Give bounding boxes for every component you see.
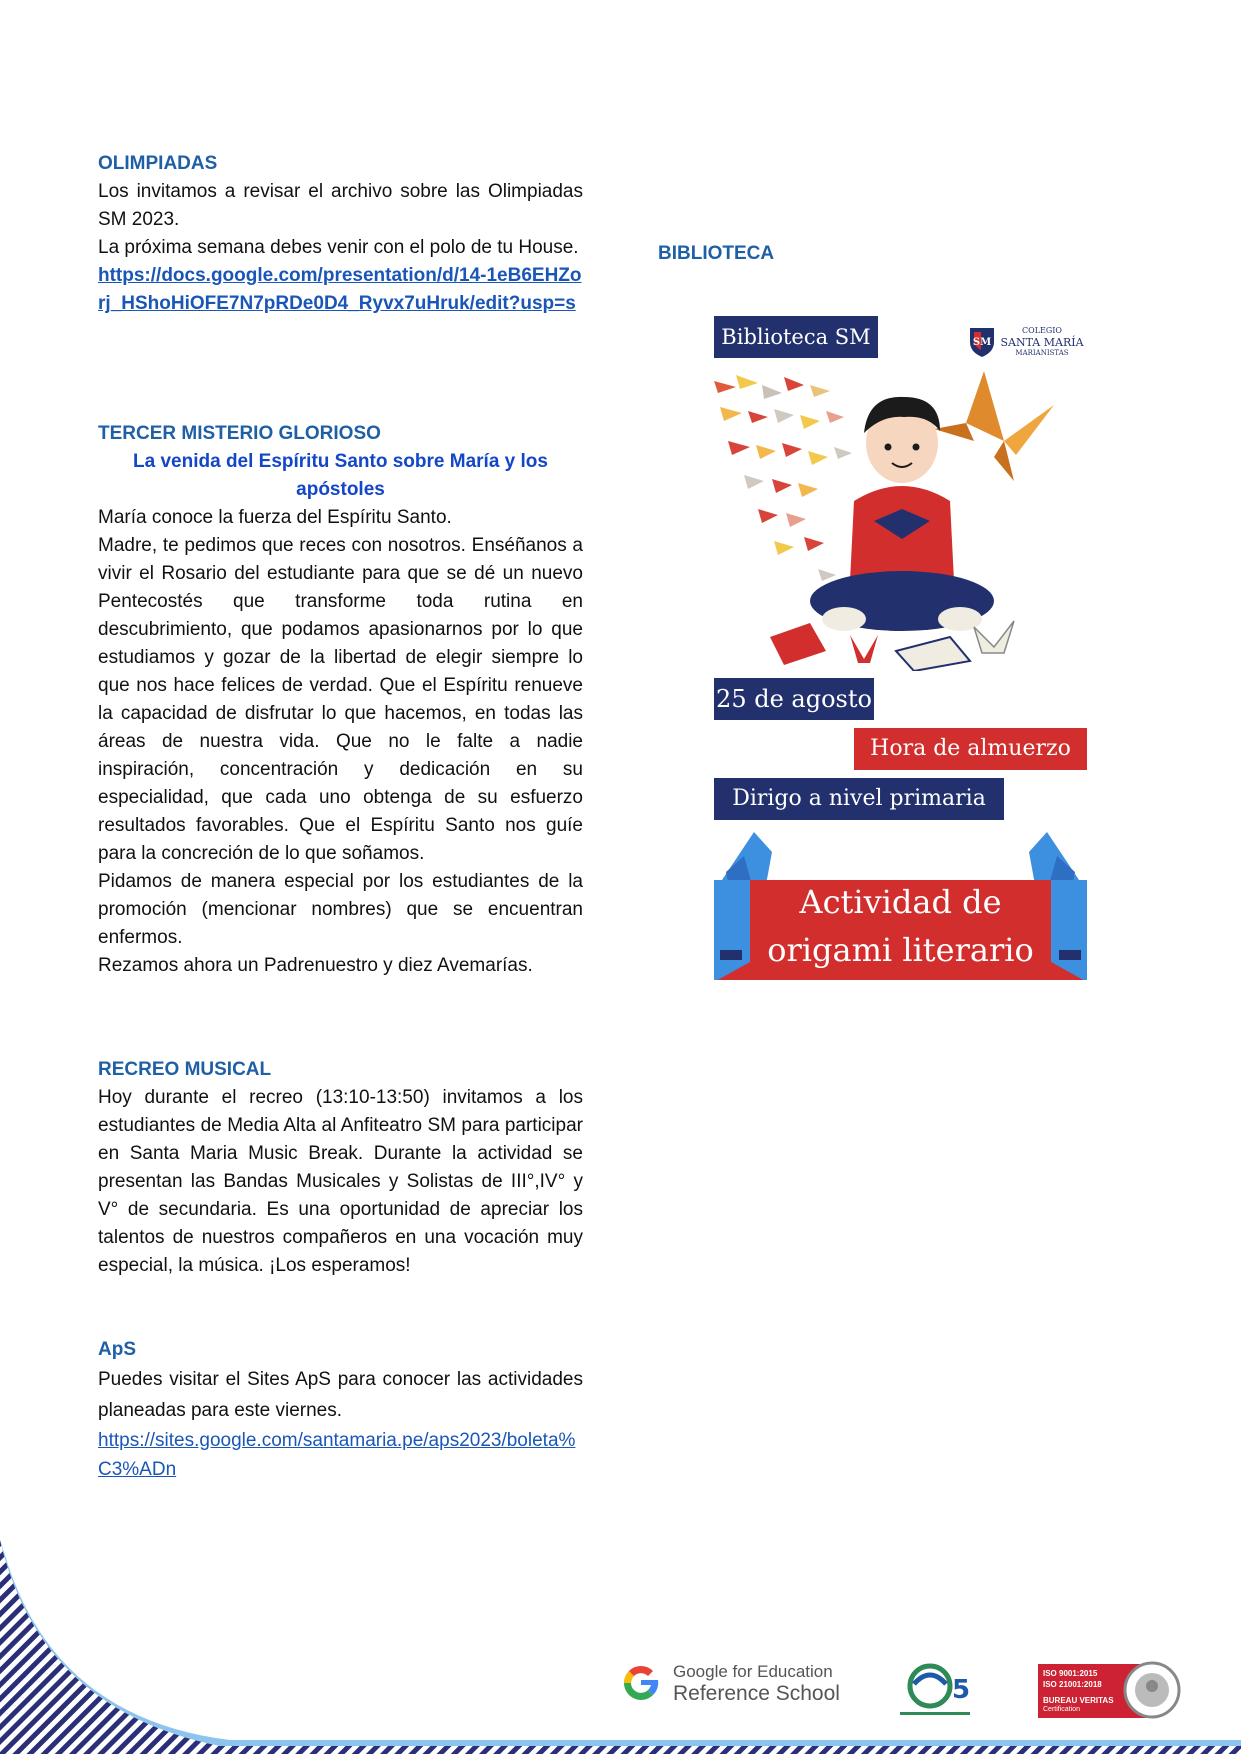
misterio-section	[98, 420, 583, 980]
svg-text:5: 5	[952, 1675, 971, 1705]
aps-link[interactable]: https://sites.google.com/santamaria.pe/aps2023/boleta%C3%ADn	[98, 1430, 576, 1480]
recreo-section	[98, 1056, 583, 1280]
school-shield-icon	[968, 326, 996, 358]
poster-time: Hora de almuerzo	[854, 728, 1087, 770]
recreo-heading: RECREO MUSICAL	[98, 1059, 272, 1080]
misterio-text-4: Rezamos ahora un Padrenuestro y diez Avemarías.	[98, 955, 533, 976]
iso-line2: ISO 21001:2018	[1043, 1680, 1102, 1689]
iso-line1: ISO 9001:2015	[1043, 1669, 1098, 1678]
olimpiadas-link[interactable]: https://docs.google.com/presentation/d/14-1eB6EHZorj_HShoHiOFE7N7pRDe0D4_Ryvx7uHruk/edit?usp=s	[98, 265, 582, 314]
google-line2: Reference School	[673, 1682, 840, 1705]
olimpiadas-text-1: Los invitamos a revisar el archivo sobre las Olimpiadas SM 2023.	[98, 181, 583, 230]
poster-title: Biblioteca SM	[714, 316, 878, 358]
footer-logos	[0, 1640, 1241, 1754]
school-sub: MARIANISTAS	[1015, 349, 1069, 357]
google-g-icon	[620, 1662, 662, 1704]
iso-line3: BUREAU VERITAS	[1043, 1696, 1114, 1705]
misterio-subtitle: La venida del Espíritu Santo sobre María y los apóstoles	[133, 451, 548, 500]
origami-bird-icon	[934, 371, 1054, 481]
poster-activity-line2: origami literario	[767, 931, 1034, 969]
school-name: SANTA MARÍA	[1000, 336, 1084, 349]
aps-section	[98, 1335, 583, 1484]
bureau-veritas-seal-icon	[1122, 1660, 1182, 1720]
svg-text:SM: SM	[972, 337, 992, 348]
recreo-text: Hoy durante el recreo (13:10-13:50) invitamos a los estudiantes de Media Alta al Anfiteatro SM para participar en Santa Maria Music Break. Durante la actividad se presentan las Bandas Musicales y Solistas de III°,IV° y V° de secundaria. Es una oportunidad de apreciar los talentos de nuestros compañeros en una vocación muy especial, la música. ¡Los esperamos!	[98, 1087, 583, 1276]
biblioteca-poster	[714, 316, 1087, 980]
olimpiadas-section	[98, 150, 583, 318]
iso-line4: Certification	[1043, 1706, 1080, 1713]
biblioteca-heading: BIBLIOTECA	[658, 243, 775, 264]
google-line1: Google for Education	[673, 1662, 833, 1681]
poster-activity-line1: Actividad de	[799, 883, 1002, 921]
aps-text: Puedes visitar el Sites ApS para conocer las actividades planeadas para este viernes.	[98, 1369, 583, 1421]
olimpiadas-text-2: La próxima semana debes venir con el polo de tu House.	[98, 237, 579, 258]
misterio-text-1: María conoce la fuerza del Espíritu Santo.	[98, 507, 452, 528]
aps-heading: ApS	[98, 1339, 136, 1360]
paper-planes-icon	[714, 375, 852, 581]
misterio-text-3: Pidamos de manera especial por los estudiantes de la promoción (mencionar nombres) que se encuentran enfermos.	[98, 871, 583, 948]
olimpiadas-heading: OLIMPIADAS	[98, 153, 218, 174]
poster-date: 25 de agosto	[714, 678, 874, 720]
pacto-educativo-logo-icon	[896, 1656, 976, 1718]
misterio-text-2: Madre, te pedimos que reces con nosotros. Enséñanos a vivir el Rosario del estudiante para que se dé un nuevo Pentecostés que transforme toda rutina en descubrimiento, que podamos apasionarnos por lo que estudiamos y gozar de la libertad de elegir siempre lo que nos hace felices de verdad. Que el Espíritu renueve la capacidad de disfrutar lo que hacemos, en todas las áreas de nuestra vida. Que no le falte a nadie inspiración, concentración y dedicación en su especialidad, que cada uno obtenga de su esfuerzo resultados favorables. Que el Espíritu Santo nos guíe para la concreción de lo que soñamos.	[98, 535, 583, 864]
origami-illustration	[714, 371, 1087, 671]
school-small-label: COLEGIO	[1022, 326, 1062, 335]
school-logo	[968, 326, 1083, 360]
misterio-heading: TERCER MISTERIO GLORIOSO	[98, 423, 381, 444]
poster-audience: Dirigo a nivel primaria	[714, 778, 1004, 820]
